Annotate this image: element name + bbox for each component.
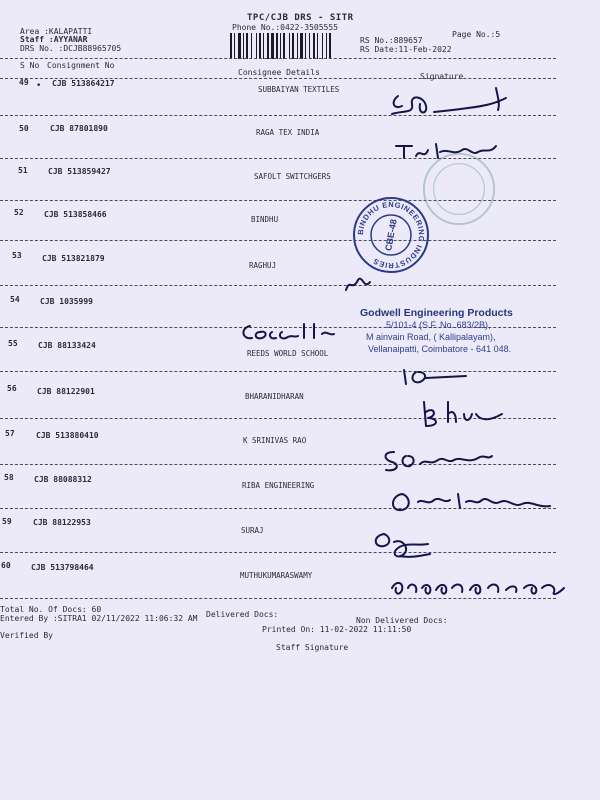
row-consignee: SURAJ (241, 526, 264, 535)
row-sno: 54 (10, 295, 20, 304)
area-label: Area :KALAPATTI (20, 27, 93, 36)
stamp-address-3: Vellanaipatti, Coimbatore - 641 048. (368, 344, 512, 354)
row-sno: 55 (8, 339, 18, 348)
signature-50 (392, 138, 502, 164)
stamp-company-name: Godwell Engineering Products (360, 307, 513, 319)
row-consignee: SUBBAIYAN TEXTILES (258, 85, 340, 94)
row-consignee: REEDS WORLD SCHOOL (247, 349, 329, 358)
row-consignment: CJB 513864217 (52, 79, 115, 88)
row-consignment: CJB 87801890 (50, 124, 108, 133)
phone-number: Phone No.:0422-3505555 (232, 23, 338, 32)
row-sno: 50 (19, 124, 29, 133)
row-consignment: CJB 1035999 (40, 297, 93, 306)
row-sno: 57 (5, 429, 15, 438)
row-divider (0, 285, 556, 286)
row-sno: 49 (19, 78, 29, 87)
svg-text:CBE-48: CBE-48 (383, 218, 399, 252)
row-sno: 53 (12, 251, 22, 260)
row-consignment: CJB 88122901 (37, 387, 95, 396)
signature-56 (418, 398, 508, 432)
verified-by: Verified By (0, 631, 53, 640)
bullet-mark: • (36, 81, 42, 91)
entered-by: Entered By :SITRA1 02/11/2022 11:06:32 AM (0, 614, 198, 623)
col-sno: S No (20, 61, 40, 70)
row-consignee: SAFOLT SWITCHGERS (254, 172, 331, 181)
row-consignee: RAGHUJ (249, 261, 277, 270)
printed-on: Printed On: 11-02-2022 11:11:50 (262, 625, 412, 634)
signature-59 (370, 528, 440, 564)
document-title: TPC/CJB DRS - SITR (247, 13, 354, 23)
company-seal (352, 196, 430, 274)
staff-signature: Staff Signature (276, 643, 349, 652)
drs-number: DRS No. :DCJB88965705 (20, 44, 122, 53)
col-consignee: Consignee Details (238, 68, 320, 77)
row-sno: 52 (14, 208, 24, 217)
delivered-docs: Delivered Docs: (206, 610, 279, 619)
row-divider (0, 552, 556, 553)
rs-number: RS No.:889657 (360, 36, 423, 45)
row-consignment: CJB 88122953 (33, 518, 91, 527)
col-consignment: Consignment No (47, 61, 115, 70)
staff-label: Staff :AYYANAR (20, 35, 88, 44)
col-signature: Signature (420, 72, 464, 81)
signature-56-top (394, 364, 474, 388)
stamp-address-1: 5/101-4 (S.F. No. 683/2B), (386, 320, 491, 330)
row-consignment: CJB 88133424 (38, 341, 96, 350)
signature-60 (386, 574, 576, 600)
header-divider-top (0, 58, 556, 59)
page-number: Page No.:5 (452, 30, 501, 39)
row-sno: 60 (1, 561, 11, 570)
row-sno: 59 (2, 517, 12, 526)
row-consignee: RIBA ENGINEERING (242, 481, 315, 490)
row-sno: 51 (18, 166, 28, 175)
row-consignment: CJB 513821879 (42, 254, 105, 263)
non-delivered-docs: Non Delivered Docs: (356, 616, 448, 625)
row-consignment: CJB 513858466 (44, 210, 107, 219)
row-consignment: CJB 88088312 (34, 475, 92, 484)
row-consignment: CJB 513798464 (31, 563, 94, 572)
row-consignee: BHARANIDHARAN (245, 392, 304, 401)
signature-53 (342, 270, 382, 296)
signature-55 (238, 320, 348, 344)
row-sno: 56 (7, 384, 17, 393)
barcode (229, 33, 353, 59)
row-divider (0, 240, 556, 241)
row-consignee: BINDHU (251, 215, 279, 224)
company-stamp (360, 307, 550, 355)
row-consignment: CJB 513859427 (48, 167, 111, 176)
row-sno: 58 (4, 473, 14, 482)
stamp-address-2: M ainvain Road, ( Kallipalayam), (366, 332, 496, 342)
signature-49 (384, 84, 514, 124)
row-consignee: K SRINIVAS RAO (243, 436, 307, 445)
signature-57 (378, 446, 498, 476)
signature-58 (388, 488, 558, 524)
rs-date: RS Date:11-Feb-2022 (360, 45, 452, 54)
total-docs: Total No. Of Docs: 60 (0, 605, 102, 614)
row-consignee: MUTHUKUMARASWAMY (240, 571, 313, 580)
row-consignee: RAGA TEX INDIA (256, 128, 320, 137)
row-consignment: CJB 513880410 (36, 431, 99, 440)
svg-text:BINDHU ENGINEERING INDUSTRIES: BINDHU ENGINEERING INDUSTRIES (355, 199, 427, 271)
